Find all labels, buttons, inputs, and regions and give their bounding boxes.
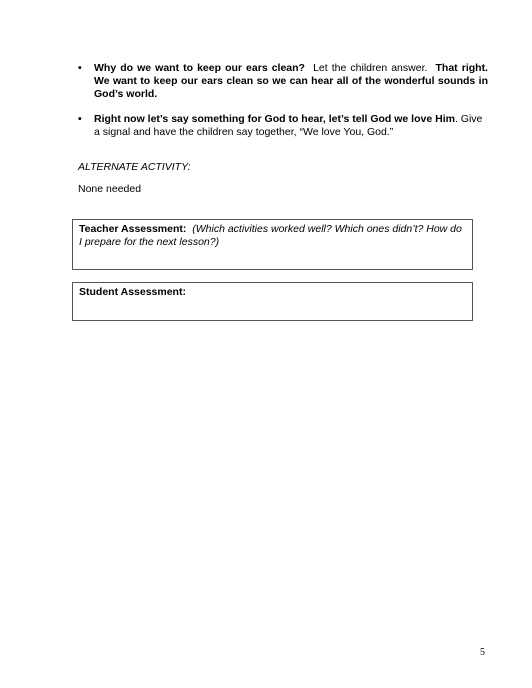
answer-text-lead: That right.: [435, 62, 488, 74]
teacher-assessment-prompt: (Which activities worked well? Which ones didn’t? How do I prepare for the next lesson?): [79, 223, 462, 248]
student-assessment-box: [72, 282, 473, 321]
teacher-assessment-label: Teacher Assessment:: [79, 223, 187, 235]
prayer-instruction-text: . Give a signal and have the children say together, “We love You, God.”: [94, 113, 483, 138]
question-text: Why do we want to keep our ears clean?: [94, 62, 305, 74]
alternate-activity-heading: ALTERNATE ACTIVITY:: [78, 161, 191, 173]
bullet-marker: •: [78, 62, 82, 74]
bullet-marker: •: [78, 113, 82, 125]
page-number: 5: [480, 647, 485, 658]
bullet-text: [94, 113, 488, 139]
alternate-activity-body: None needed: [78, 183, 142, 195]
prayer-prompt-text: Right now let’s say something for God to hear, let’s tell God we love Him: [94, 113, 455, 125]
teacher-assessment-box: [72, 219, 473, 270]
student-assessment-text: [79, 286, 467, 299]
teacher-assessment-text: [79, 223, 467, 249]
instruction-text: Let the children answer.: [313, 62, 428, 74]
student-assessment-label: Student Assessment:: [79, 286, 186, 298]
bullet-text: [94, 62, 488, 101]
answer-text: We want to keep our ears clean so we can hear all of the wonderful sounds in God’s world.: [94, 75, 488, 100]
